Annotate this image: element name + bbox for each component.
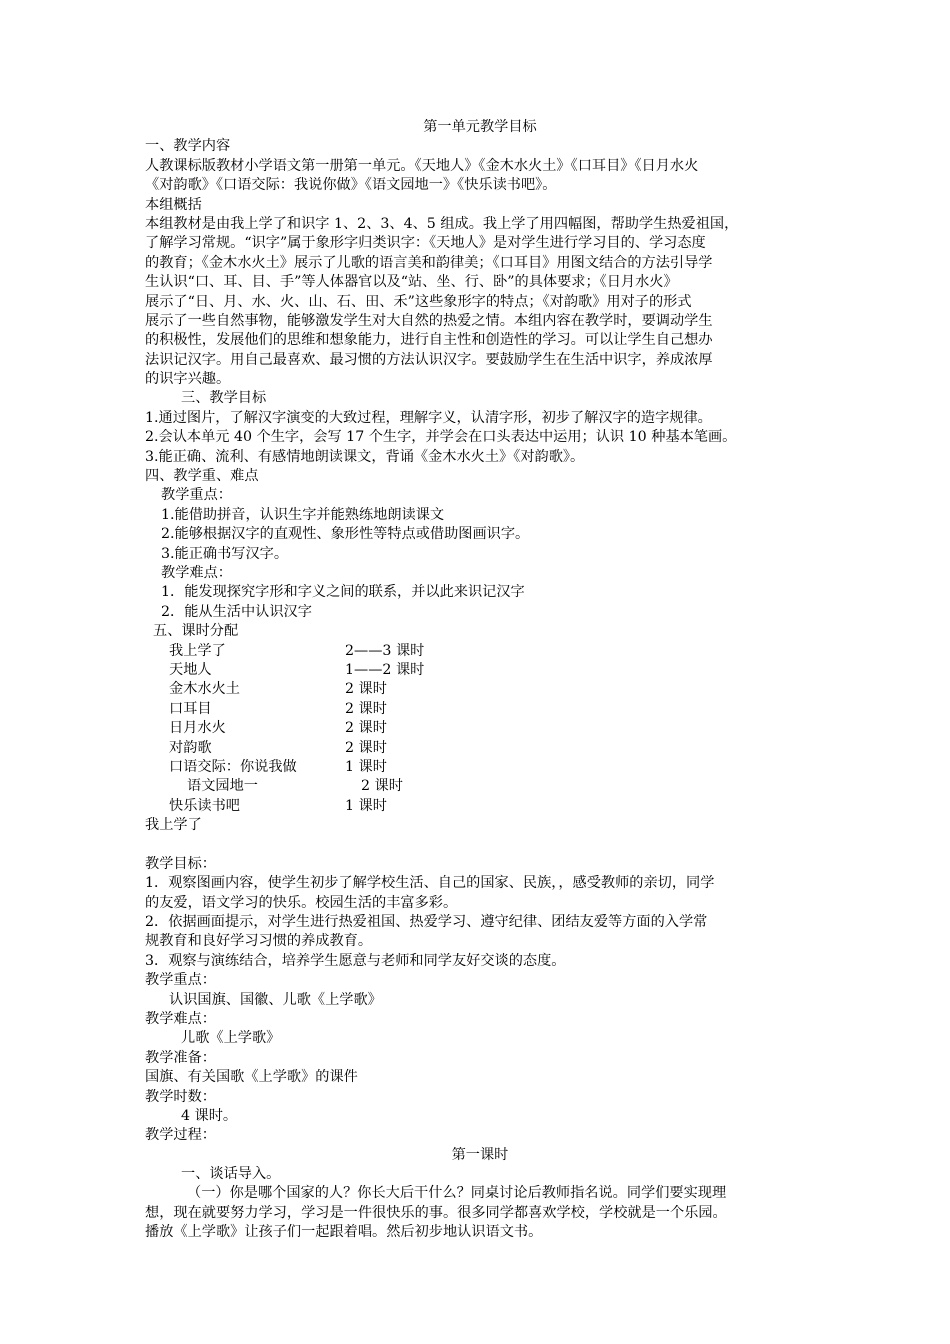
schedule-lesson: 口语交际：你说我做: [169, 758, 297, 775]
schedule-hours: 1 课时: [345, 758, 387, 775]
paragraph-line: 3．观察与演练结合，培养学生愿意与老师和同学友好交谈的态度。: [145, 952, 566, 969]
blank-line: [145, 835, 815, 854]
goal-item: 1.通过图片，了解汉字演变的大致过程，理解字义，认清字形，初步了解汉字的造字规律。: [145, 409, 712, 426]
schedule-lesson: 我上学了: [169, 642, 226, 659]
schedule-hours: 2 课时: [361, 778, 403, 795]
schedule-lesson: 口耳目: [169, 700, 212, 717]
paragraph-line: 的识字兴趣。: [145, 371, 231, 388]
section-heading-schedule: 五、课时分配: [153, 623, 239, 640]
section-heading-goals: 三、教学目标: [181, 390, 267, 407]
lesson-time-label: 教学时数：: [145, 1088, 216, 1105]
paragraph-line: 的教育；《金木水火土》展示了儿歌的语言美和韵律美；《口耳目》用图文结合的方法引导学: [145, 254, 713, 271]
schedule-lesson: 语文园地一: [187, 778, 258, 795]
lesson-key-label: 教学重点：: [145, 972, 216, 989]
paragraph-line: 本组教材是由我上学了和识字 1、2、3、4、5 组成。我上学了用四幅图，帮助学生热爱祖国，: [145, 215, 739, 232]
key-point-item: 2.能够根据汉字的直观性、象形性等特点或借助图画识字。: [161, 526, 530, 543]
paragraph-line: 想，现在就要努力学习，学习是一件很快乐的事。很多同学都喜欢学校，学校就是一个乐园。: [145, 1204, 727, 1221]
section-heading-key-points: 四、教学重、难点: [145, 468, 259, 485]
lesson-prep-label: 教学准备：: [145, 1049, 216, 1066]
lesson-goal-label: 教学目标：: [145, 855, 216, 872]
schedule-row: [145, 797, 815, 816]
goal-item: 2.会认本单元 40 个生字，会写 17 个生字，并学会在口头表达中运用；认识 10 种基本笔画。: [145, 429, 737, 446]
schedule-row: [145, 739, 815, 758]
lesson-key-text: 认识国旗、国徽、儿歌《上学歌》: [169, 991, 382, 1008]
paragraph-line: 展示了“日、月、水、火、山、石、田、禾”这些象形字的特点；《对韵歌》用对子的形式: [145, 293, 692, 310]
key-point-item: 1.能借助拼音，认识生字并能熟练地朗读课文: [161, 506, 445, 523]
schedule-lesson: 金木水火土: [169, 681, 240, 698]
paragraph-line: （一）你是哪个国家的人？你长大后干什么？同桌讨论后教师指名说。同学们要实现理: [187, 1185, 727, 1202]
paragraph-line: 的友爱，语文学习的快乐。校园生活的丰富多彩。: [145, 894, 458, 911]
schedule-row: [145, 777, 815, 796]
difficulty-item: 1．能发现探究字形和字义之间的联系，并以此来识记汉字: [161, 584, 525, 601]
period-title: 第一课时: [451, 1146, 509, 1163]
paragraph-line: 2．依据画面提示，对学生进行热爱祖国、热爱学习、遵守纪律、团结友爱等方面的入学常: [145, 914, 708, 931]
schedule-lesson: 天地人: [169, 661, 212, 678]
schedule-lesson: 日月水火: [169, 720, 226, 737]
paragraph-line: 展示了一些自然事物，能够激发学生对大自然的热爱之情。本组内容在教学时，要调动学生: [145, 312, 713, 329]
key-point-item: 3.能正确书写汉字。: [161, 545, 289, 562]
paragraph-line: 了解学习常规。“识字”属于象形字归类识字：《天地人》是对学生进行学习目的、学习态度: [145, 235, 706, 252]
paragraph-line: 法识记汉字。用自己最喜欢、最习惯的方法认识汉字。要鼓励学生在生活中识字，养成浓厚: [145, 351, 713, 368]
paragraph-line: 规教育和良好学习习惯的养成教育。: [145, 933, 373, 950]
lesson-title: 我上学了: [145, 817, 202, 834]
section-heading-overview: 本组概括: [145, 196, 202, 213]
schedule-hours: 2 课时: [345, 681, 387, 698]
schedule-hours: 2——3 课时: [345, 642, 425, 659]
paragraph-line: 《对韵歌》《口语交际：我说你做》《语文园地一》《快乐读书吧》。: [145, 177, 557, 194]
difficulty-label: 教学难点：: [161, 564, 232, 581]
schedule-row: [145, 758, 815, 777]
schedule-hours: 2 课时: [345, 739, 387, 756]
lesson-difficulty-text: 儿歌《上学歌》: [181, 1030, 281, 1047]
schedule-lesson: 对韵歌: [169, 739, 212, 756]
step-heading: 一、谈话导入。: [181, 1166, 281, 1183]
schedule-hours: 2 课时: [345, 720, 387, 737]
schedule-hours: 2 课时: [345, 700, 387, 717]
section-heading-content: 一、教学内容: [145, 138, 231, 155]
key-points-label: 教学重点：: [161, 487, 232, 504]
paragraph-line: 的积极性，发展他们的思维和想象能力，进行自主性和创造性的学习。可以让学生自己想办: [145, 332, 713, 349]
lesson-process-label: 教学过程：: [145, 1127, 216, 1144]
schedule-row: [145, 680, 815, 699]
schedule-row: [145, 719, 815, 738]
paragraph-line: 生认识“口、耳、目、手”等人体器官以及“站、坐、行、卧”的具体要求；《日月水火》: [145, 274, 678, 291]
lesson-time-text: 4 课时。: [181, 1107, 238, 1124]
schedule-row: [145, 700, 815, 719]
lesson-difficulty-label: 教学难点：: [145, 1010, 216, 1027]
lesson-prep-text: 国旗、有关国歌《上学歌》的课件: [145, 1069, 358, 1086]
document-page: [145, 118, 815, 1243]
schedule-row: [145, 661, 815, 680]
paragraph-line: 人教课标版教材小学语文第一册第一单元。《天地人》《金木水火土》《口耳目》《日月水火: [145, 157, 699, 174]
paragraph-line: 1．观察图画内容，使学生初步了解学校生活、自己的国家、民族，，感受教师的亲切，同学: [145, 875, 715, 892]
schedule-row: [145, 642, 815, 661]
difficulty-item: 2．能从生活中认识汉字: [161, 603, 312, 620]
schedule-lesson: 快乐读书吧: [169, 797, 240, 814]
schedule-hours: 1——2 课时: [345, 661, 425, 678]
document-title: 第一单元教学目标: [423, 119, 537, 135]
paragraph-line: 播放《上学歌》让孩子们一起跟着唱。然后初步地认识语文书。: [145, 1224, 543, 1241]
goal-item: 3.能正确、流利、有感情地朗读课文，背诵《金木水火土》《对韵歌》。: [145, 448, 585, 465]
schedule-hours: 1 课时: [345, 797, 387, 814]
